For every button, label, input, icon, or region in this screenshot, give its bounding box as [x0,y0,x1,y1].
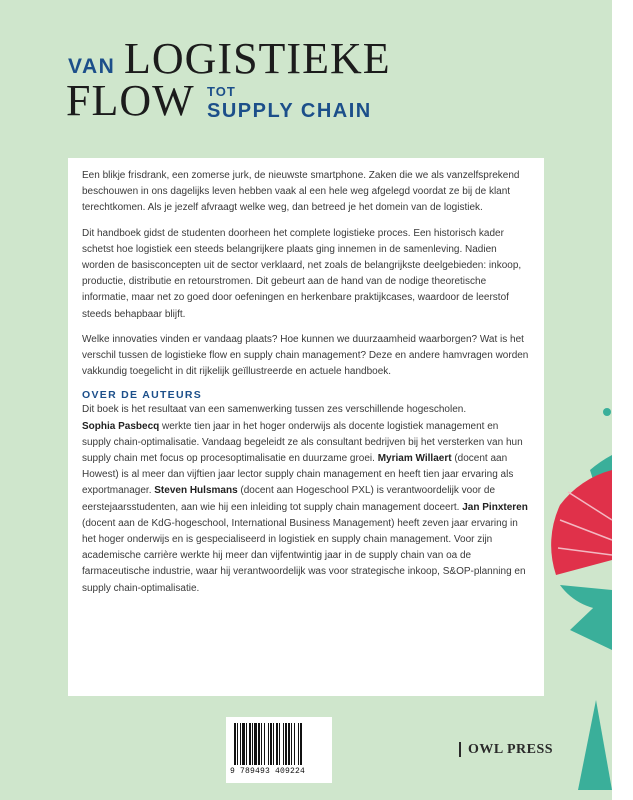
barcode-bar [285,723,287,765]
barcode-bar [273,723,274,765]
barcode-bar [242,723,245,765]
author-name: Steven Hulsmans [154,485,238,497]
barcode-bar [254,723,257,765]
barcode-bar [252,723,253,765]
barcode-bar [261,723,262,765]
authors-bios [82,419,530,597]
decoration-triangle [578,700,612,790]
title-supply-chain: SUPPLY CHAIN [207,100,372,122]
barcode-bar [300,723,302,765]
isbn-number: 9 789493 409224 [230,767,306,776]
barcode [226,717,332,783]
barcode-bar [264,723,265,765]
barcode-bar [258,723,260,765]
barcode-bar [288,723,290,765]
barcode-bar [240,723,241,765]
author-name: Sophia Pasbecq [82,420,160,432]
barcode-bar [268,723,269,765]
author-bio: (docent aan de KdG-hogeschool, International Business Management) heeft zeven jaar ervaring in het hoger onderwijs en is gespecialiseerd in logistiek en supply chain management. Voor zijn academische carrière werkte hij meer dan vijfentwintig jaar in de supply chain van oa de farmaceutische industrie, waar hij verantwoordelijk was voor strategische inkoop, S&OP-planning en supply chain-optimalisatie. [82,517,526,594]
text-panel [68,158,544,696]
intro-paragraph-3: Welke innovaties vinden er vandaag plaats? Hoe kunnen we duurzaamheid waarborgen? Wat is het verschil tussen de logistieke flow en supply chain management? Deze en andere hamvragen worden vakkundig toegelicht in dit rijkelijk geïllustreerde en actuele handboek. [82,333,529,378]
author-bio: (docent aan Howest) is al meer dan vijftien jaar lector supply chain management en heeft tien jaar ervaring als exportmanager. [82,453,514,497]
title-logistieke: LOGISTIEKE [124,34,391,83]
author-name: Jan Pinxteren [462,501,528,513]
barcode-bar [237,723,238,765]
decoration-dot [603,408,611,416]
barcode-bar [234,723,236,765]
barcode-bar [246,723,247,765]
barcode-bars [232,723,326,765]
barcode-bar [249,723,251,765]
barcode-bar [283,723,284,765]
authors-heading: OVER DE AUTEURS [82,389,203,402]
barcode-bar [294,723,295,765]
barcode-bar [270,723,272,765]
title-flow: FLOW [66,76,195,125]
barcode-bar [291,723,292,765]
publisher-logo: OWL PRESS [459,742,553,757]
author-bio: werkte tien jaar in het hoger onderwijs als docente logistiek management en supply chain-optimalisatie. Vandaag begeleidt ze als consultant bedrijven bij het versterken van hun supply chain met focus op procesoptimalisatie en duurzame groei. [82,420,523,465]
decoration-wedge-red [551,470,612,575]
barcode-bar [279,723,280,765]
barcode-bar [276,723,278,765]
title-van: VAN [68,55,116,78]
intro-paragraph-2: Dit handboek gidst de studenten doorheen het complete logistieke proces. Een historisch kader schetst hoe logistiek een steeds belangrijkere plaats ging innemen in de samenleving. Nadien worden de basisconcepten uit de sector verklaard, net zoals de belangrijkste deelgebieden: inkoop, productie, distributie en retourstromen. Dit gebeurt aan de hand van de nodige theoretische informatie, maar net zo goed door oefeningen en herkenbare praktijkcases, waardoor de leerstof steeds behapbaar blijft. [82,227,522,320]
author-name: Myriam Willaert [377,453,452,465]
author-bio: (docent aan Hogeschool PXL) is verantwoordelijk voor de eerstejaarsstudenten, aan wie hij een inleiding tot supply chain management doceert. [82,485,496,513]
authors-intro: Dit boek is het resultaat van een samenwerking tussen zes verschillende hogescholen. [82,404,467,416]
title-tot: TOT [207,84,236,99]
barcode-bar [298,723,299,765]
intro-paragraph-1: Een blikje frisdrank, een zomerse jurk, de nieuwste smartphone. Zaken die we als vanzelfsprekend beschouwen in ons dagelijks leven hebben vaak al een hele weg afgelegd voordat ze bij de klant terechtkomen. Als je jezelf afvraagt welke weg, dan betreed je het domein van de logistiek. [82,170,520,214]
